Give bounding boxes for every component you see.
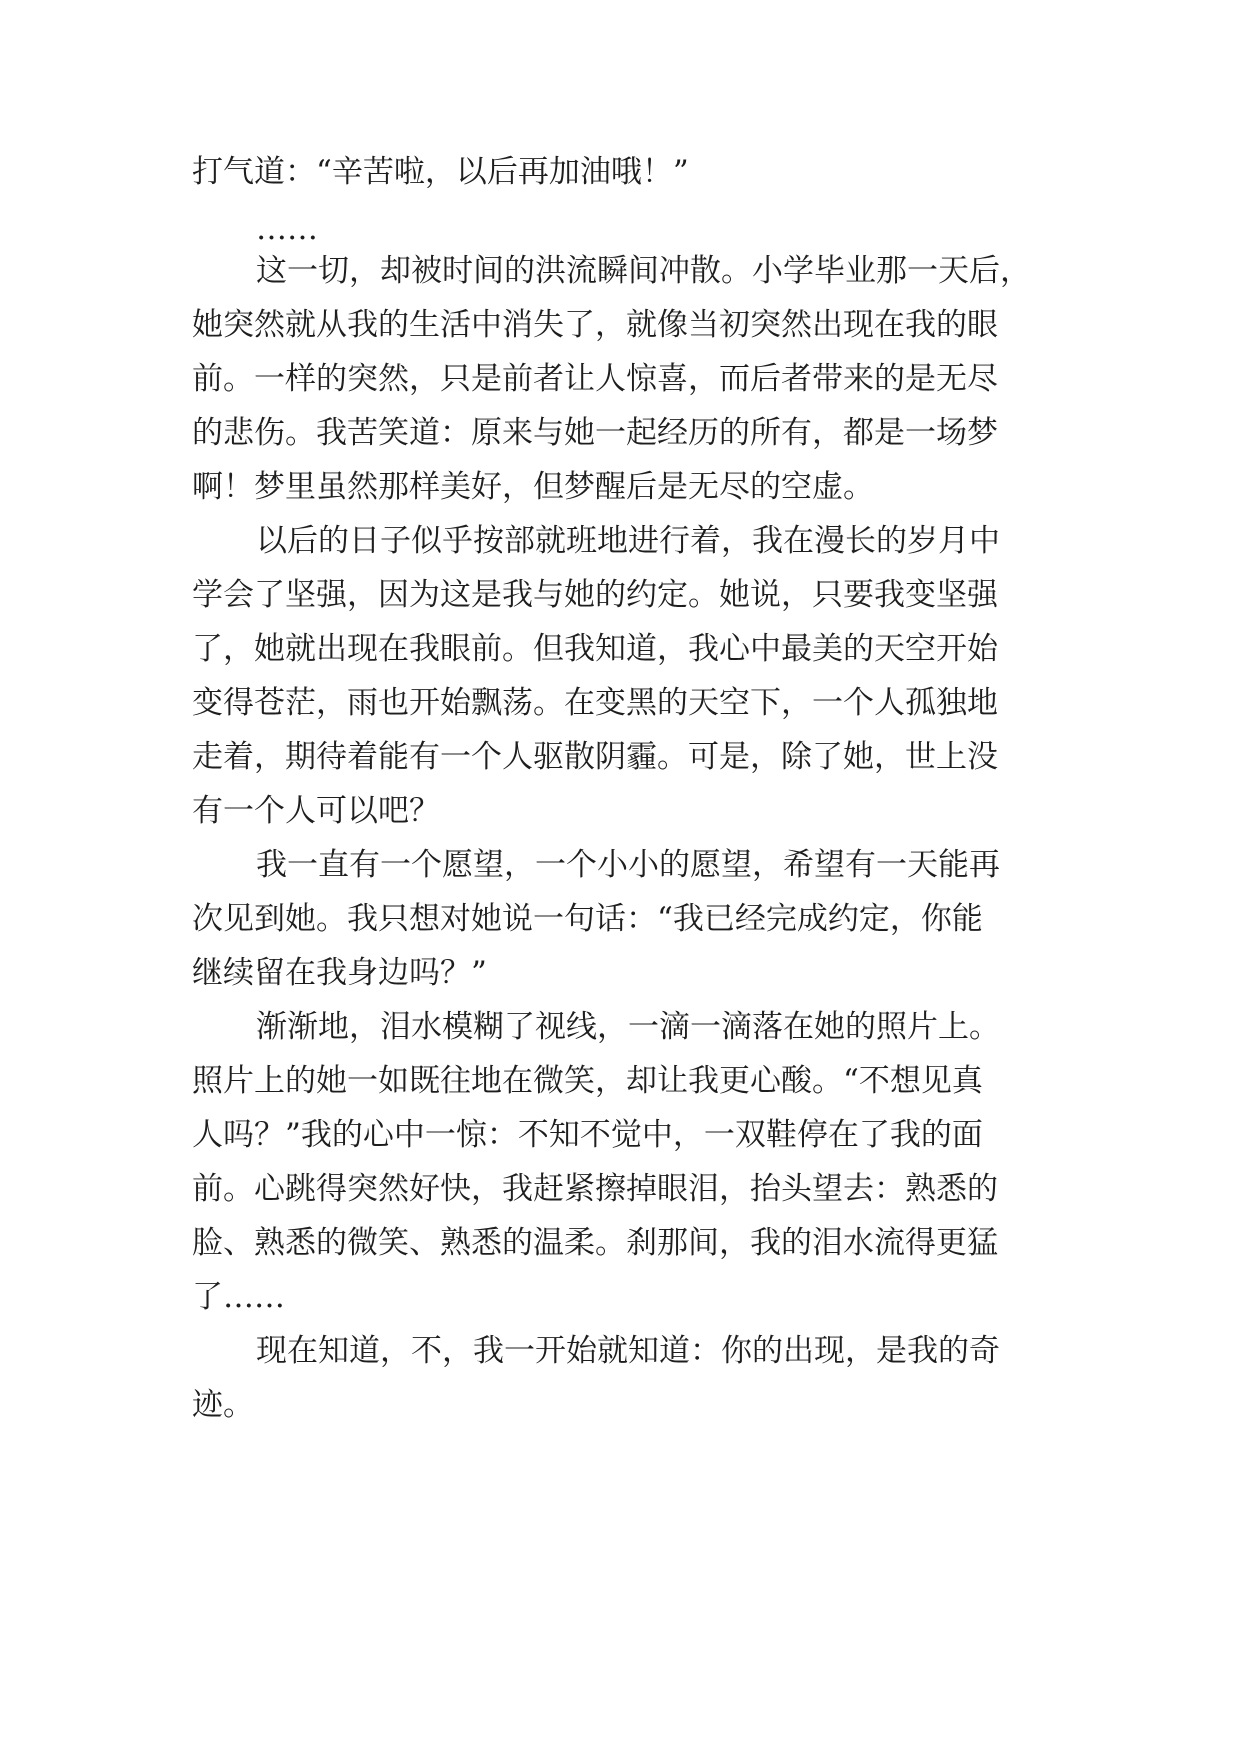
text-line: 打气道：“辛苦啦，以后再加油哦！”: [192, 154, 689, 190]
text-line: 渐渐地，泪水模糊了视线，一滴一滴落在她的照片上。: [256, 1009, 1000, 1045]
text-line: 走着，期待着能有一个人驱散阴霾。可是，除了她，世上没: [192, 739, 998, 775]
text-line: 啊！梦里虽然那样美好，但梦醒后是无尽的空虚。: [192, 469, 874, 505]
text-line: 了……: [192, 1279, 285, 1315]
text-line: 以后的日子似乎按部就班地进行着，我在漫长的岁月中: [256, 523, 1000, 559]
text-line: ……: [256, 211, 318, 247]
text-line: 学会了坚强，因为这是我与她的约定。她说，只要我变坚强: [192, 577, 998, 613]
text-line: 现在知道，不，我一开始就知道：你的出现，是我的奇: [256, 1333, 1000, 1369]
text-line: 这一切，却被时间的洪流瞬间冲散。小学毕业那一天后，: [256, 253, 1031, 289]
text-line: 变得苍茫，雨也开始飘荡。在变黑的天空下，一个人孤独地: [192, 685, 998, 721]
text-line: 了，她就出现在我眼前。但我知道，我心中最美的天空开始: [192, 631, 998, 667]
text-line: 有一个人可以吧？: [192, 793, 440, 829]
text-line: 继续留在我身边吗？”: [192, 955, 487, 991]
text-line: 前。一样的突然，只是前者让人惊喜，而后者带来的是无尽: [192, 361, 998, 397]
text-line: 前。心跳得突然好快，我赶紧擦掉眼泪，抬头望去：熟悉的: [192, 1171, 998, 1207]
text-line: 照片上的她一如既往地在微笑，却让我更心酸。“不想见真: [192, 1063, 983, 1099]
text-line: 人吗？”我的心中一惊：不知不觉中，一双鞋停在了我的面: [192, 1117, 983, 1153]
text-line: 次见到她。我只想对她说一句话：“我已经完成约定，你能: [192, 901, 983, 937]
text-line: 迹。: [192, 1387, 254, 1423]
text-line: 我一直有一个愿望，一个小小的愿望，希望有一天能再: [256, 847, 1000, 883]
text-line: 脸、熟悉的微笑、熟悉的温柔。刹那间，我的泪水流得更猛: [192, 1225, 998, 1261]
text-line: 她突然就从我的生活中消失了，就像当初突然出现在我的眼: [192, 307, 998, 343]
text-line: 的悲伤。我苦笑道：原来与她一起经历的所有，都是一场梦: [192, 415, 998, 451]
